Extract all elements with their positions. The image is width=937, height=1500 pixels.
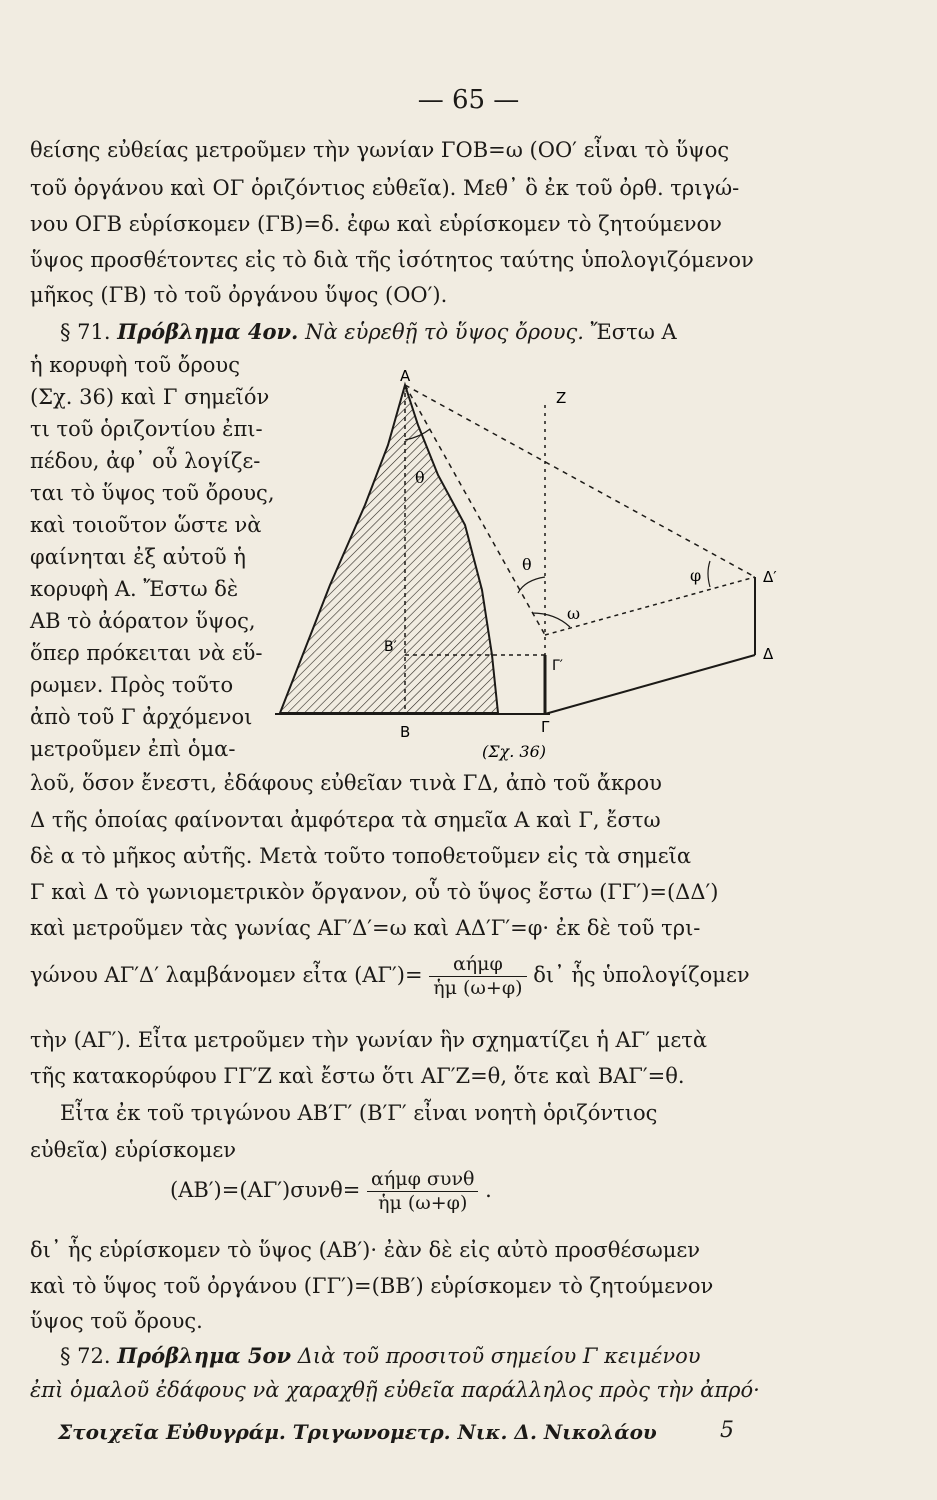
label-z: Z [556,389,567,407]
problem-title: Πρόβλημα 4ον. [117,319,299,344]
text-line: (Σχ. 36) καὶ Γ σημεῖόν [30,385,270,409]
label-g-prime: Γ′ [552,658,563,674]
problem-statement: Διὰ τοῦ προσιτοῦ σημείου Γ κειμένου [297,1344,701,1368]
label-omega: ω [567,604,581,623]
fraction [429,955,526,998]
fraction [367,1170,478,1213]
fraction-numerator: αήμφ συνθ [367,1170,478,1192]
figure-36 [270,365,830,775]
fraction-denominator: ἡμ (ω+φ) [433,977,523,999]
text-line: νου ΟΓΒ εὑρίσκομεν (ΓΒ)=δ. ἐφω καὶ εὑρίσκομεν τὸ ζητούμενον [30,212,722,236]
text-line: ται τὸ ὕψος τοῦ ὄρους, [30,481,275,505]
label-b: B [400,723,411,741]
text-line: καὶ τὸ ὕψος τοῦ ὀργάνου (ΓΓ′)=(ΒΒ′) εὑρίσκομεν τὸ ζητούμενον [30,1274,714,1298]
text-line: καὶ μετροῦμεν τὰς γωνίας ΑΓ′Δ′=ω καὶ ΑΔ′Γ′=φ· ἐκ δὲ τοῦ τρι- [30,916,701,940]
label-d: Δ [763,645,774,663]
section-71-heading [60,321,677,343]
section-number: § 72. [60,1344,111,1368]
footer-signature-line: Στοιχεῖα Εὐθυγράμ. Τριγωνομετρ. Νικ. Δ. Νικολάου [58,1420,657,1444]
text-line: ΑΒ τὸ ἀόρατον ὕψος, [30,609,256,633]
text-line: ὕψος προσθέτοντες εἰς τὸ διὰ τῆς ἰσότητος ταύτης ὑπολογιζόμενον [30,248,754,272]
formula-line [30,955,750,998]
label-phi: φ [690,566,702,585]
problem-statement: Νὰ εὑρεθῇ τὸ ὕψος ὄρους. [305,320,584,344]
text-line: τὴν (ΑΓ′). Εἶτα μετροῦμεν τὴν γωνίαν ἣν σχηματίζει ἡ ΑΓ′ μετὰ [30,1028,708,1052]
text-run: . [485,1178,492,1202]
label-g: Γ [541,718,550,736]
text-line: κορυφὴ Α. Ἔστω δὲ [30,577,239,601]
text-line: ἐπὶ ὁμαλοῦ ἐδάφους νὰ χαραχθῇ εὐθεῖα παράλληλος πρὸς τὴν ἀπρό· [30,1378,760,1402]
angle-omega [532,613,570,627]
text-line: λοῦ, ὅσον ἔνεστι, ἐδάφους εὐθεῖαν τινὰ ΓΔ, ἀπὸ τοῦ ἄκρου [30,771,662,795]
page-number: — 65 — [417,85,520,115]
text-line: μετροῦμεν ἐπὶ ὁμα- [30,737,236,761]
text-run: δι᾽ ἧς ὑπολογίζομεν [533,963,750,987]
text-line: φαίνηται ἐξ αὐτοῦ ἡ [30,545,246,569]
mountain-shape [280,385,498,713]
text-line: τι τοῦ ὁριζοντίου ἐπι- [30,417,263,441]
text-line: τοῦ ὀργάνου καὶ ΟΓ ὁριζόντιος εὐθεῖα). Μεθ᾽ ὃ ἐκ τοῦ ὀρθ. τριγώ- [30,176,740,200]
problem-title: Πρόβλημα 5ον [117,1343,292,1368]
label-theta: θ [522,555,532,574]
text-line: ρωμεν. Πρὸς τοῦτο [30,673,234,697]
formula-line [170,1170,492,1213]
angle-phi [708,561,710,587]
text-line: ὅπερ πρόκειται νὰ εὕ- [30,641,263,665]
text-line: Γ καὶ Δ τὸ γωνιομετρικὸν ὄργανον, οὗ τὸ ὕψος ἔστω (ΓΓ′)=(ΔΔ′) [30,880,719,904]
fraction-denominator: ἡμ (ω+φ) [378,1192,468,1214]
label-b-prime: B′ [384,639,397,655]
text-line: τῆς κατακορύφου ΓΓ′Ζ καὶ ἔστω ὅτι ΑΓ′Ζ=θ, ὅτε καὶ ΒΑΓ′=θ. [30,1064,685,1088]
text-line: Δ τῆς ὁποίας φαίνονται ἀμφότερα τὰ σημεῖα Α καὶ Γ, ἔστω [30,808,661,832]
figure-caption: (Σχ. 36) [482,742,547,761]
text-line: Εἶτα ἐκ τοῦ τριγώνου ΑΒ′Γ′ (Β′Γ′ εἶναι νοητὴ ὁριζόντιος [60,1101,658,1125]
label-a: A [400,367,411,385]
signature-mark: 5 [720,1418,734,1443]
fraction-numerator: αήμφ [429,955,526,977]
text-run: γώνου ΑΓ′Δ′ λαμβάνομεν εἶτα (ΑΓ′)= [30,963,423,987]
ground-gd [545,655,755,714]
text-line: θείσης εὐθείας μετροῦμεν τὴν γωνίαν ΓΟΒ=ω (ΟΟ′ εἶναι τὸ ὕψος [30,138,730,162]
text-line: δὲ α τὸ μῆκος αὐτῆς. Μετὰ τοῦτο τοποθετοῦμεν εἰς τὰ σημεῖα [30,844,691,868]
text-line: καὶ τοιοῦτον ὥστε νὰ [30,513,262,537]
text-line: ἡ κορυφὴ τοῦ ὄρους [30,353,240,377]
text-line: εὐθεῖα) εὑρίσκομεν [30,1138,237,1162]
section-number: § 71. [60,320,111,344]
text-line: μῆκος (ΓΒ) τὸ τοῦ ὀργάνου ὕψος (ΟΟ′). [30,283,448,307]
text-line: δι᾽ ἧς εὑρίσκομεν τὸ ὕψος (ΑΒ′)· ἐὰν δὲ εἰς αὐτὸ προσθέσωμεν [30,1238,701,1262]
text-line: ἀπὸ τοῦ Γ ἀρχόμενοι [30,705,253,729]
text-line: πέδου, ἀφ᾽ οὗ λογίζε- [30,449,261,473]
text-run: Ἔστω Α [590,320,677,344]
label-d-prime: Δ′ [763,568,777,586]
text-line: ὕψος τοῦ ὄρους. [30,1309,203,1333]
text-run: (ΑΒ′)=(ΑΓ′)συνθ= [170,1178,361,1202]
angle-theta-bottom [518,577,545,593]
section-72-heading [60,1345,701,1367]
label-theta: θ [415,468,425,487]
